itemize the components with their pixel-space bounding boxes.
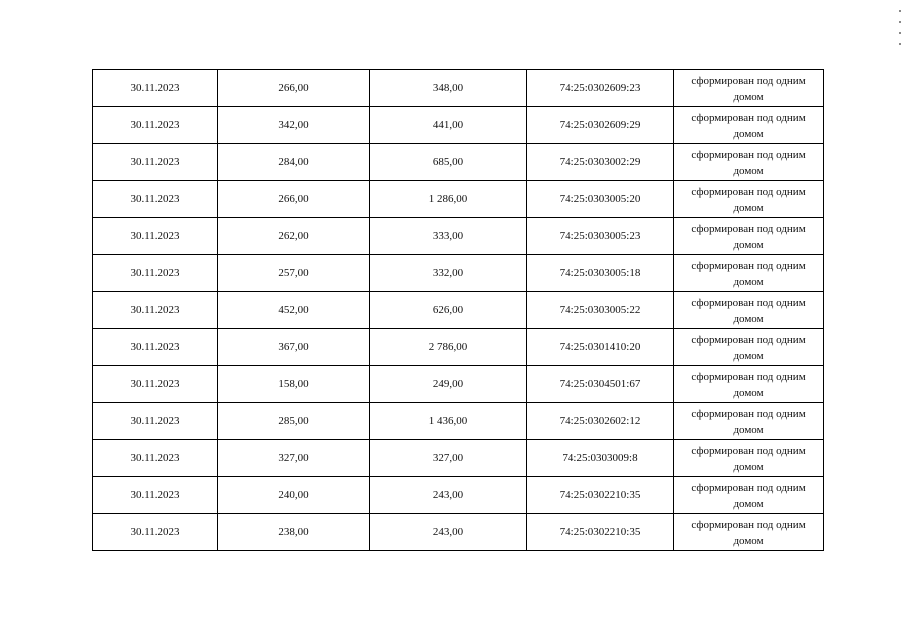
cadastral-number-cell: 74:25:0302210:35 <box>527 477 674 514</box>
land-plots-table <box>92 69 824 551</box>
date-cell: 30.11.2023 <box>93 70 218 107</box>
status-cell: сформирован под одним домом <box>674 292 824 329</box>
date-cell: 30.11.2023 <box>93 218 218 255</box>
value-cell-1: 285,00 <box>218 403 370 440</box>
cadastral-number-cell: 74:25:0302609:29 <box>527 107 674 144</box>
cadastral-number-cell: 74:25:0303005:23 <box>527 218 674 255</box>
scan-margin-marks <box>898 10 902 90</box>
table-row <box>93 366 824 403</box>
value-cell-2: 626,00 <box>370 292 527 329</box>
status-cell: сформирован под одним домом <box>674 107 824 144</box>
value-cell-1: 367,00 <box>218 329 370 366</box>
status-cell: сформирован под одним домом <box>674 403 824 440</box>
status-cell: сформирован под одним домом <box>674 70 824 107</box>
value-cell-1: 240,00 <box>218 477 370 514</box>
value-cell-2: 332,00 <box>370 255 527 292</box>
value-cell-1: 266,00 <box>218 181 370 218</box>
cadastral-number-cell: 74:25:0304501:67 <box>527 366 674 403</box>
date-cell: 30.11.2023 <box>93 403 218 440</box>
date-cell: 30.11.2023 <box>93 329 218 366</box>
status-cell: сформирован под одним домом <box>674 218 824 255</box>
value-cell-2: 243,00 <box>370 514 527 551</box>
table-row <box>93 329 824 366</box>
value-cell-1: 452,00 <box>218 292 370 329</box>
cadastral-number-cell: 74:25:0302210:35 <box>527 514 674 551</box>
value-cell-1: 284,00 <box>218 144 370 181</box>
status-cell: сформирован под одним домом <box>674 181 824 218</box>
date-cell: 30.11.2023 <box>93 477 218 514</box>
value-cell-2: 1 286,00 <box>370 181 527 218</box>
table-row <box>93 181 824 218</box>
date-cell: 30.11.2023 <box>93 292 218 329</box>
cadastral-number-cell: 74:25:0303005:22 <box>527 292 674 329</box>
date-cell: 30.11.2023 <box>93 181 218 218</box>
value-cell-2: 243,00 <box>370 477 527 514</box>
value-cell-2: 333,00 <box>370 218 527 255</box>
cadastral-number-cell: 74:25:0302602:12 <box>527 403 674 440</box>
status-cell: сформирован под одним домом <box>674 366 824 403</box>
value-cell-1: 262,00 <box>218 218 370 255</box>
value-cell-1: 158,00 <box>218 366 370 403</box>
cadastral-number-cell: 74:25:0303005:20 <box>527 181 674 218</box>
value-cell-2: 441,00 <box>370 107 527 144</box>
value-cell-2: 327,00 <box>370 440 527 477</box>
value-cell-1: 257,00 <box>218 255 370 292</box>
status-cell: сформирован под одним домом <box>674 255 824 292</box>
status-cell: сформирован под одним домом <box>674 440 824 477</box>
status-cell: сформирован под одним домом <box>674 329 824 366</box>
table-row <box>93 403 824 440</box>
value-cell-1: 342,00 <box>218 107 370 144</box>
value-cell-2: 249,00 <box>370 366 527 403</box>
table-row <box>93 144 824 181</box>
table-row <box>93 292 824 329</box>
cadastral-number-cell: 74:25:0303002:29 <box>527 144 674 181</box>
value-cell-2: 1 436,00 <box>370 403 527 440</box>
table-row <box>93 477 824 514</box>
cadastral-number-cell: 74:25:0303005:18 <box>527 255 674 292</box>
table-row <box>93 514 824 551</box>
cadastral-number-cell: 74:25:0301410:20 <box>527 329 674 366</box>
status-cell: сформирован под одним домом <box>674 514 824 551</box>
table-row <box>93 70 824 107</box>
cadastral-number-cell: 74:25:0302609:23 <box>527 70 674 107</box>
date-cell: 30.11.2023 <box>93 144 218 181</box>
table-row <box>93 440 824 477</box>
table-row <box>93 218 824 255</box>
cadastral-number-cell: 74:25:0303009:8 <box>527 440 674 477</box>
value-cell-2: 2 786,00 <box>370 329 527 366</box>
status-cell: сформирован под одним домом <box>674 477 824 514</box>
table-row <box>93 255 824 292</box>
date-cell: 30.11.2023 <box>93 440 218 477</box>
value-cell-1: 238,00 <box>218 514 370 551</box>
value-cell-1: 327,00 <box>218 440 370 477</box>
value-cell-2: 348,00 <box>370 70 527 107</box>
date-cell: 30.11.2023 <box>93 255 218 292</box>
table-row <box>93 107 824 144</box>
value-cell-2: 685,00 <box>370 144 527 181</box>
date-cell: 30.11.2023 <box>93 514 218 551</box>
value-cell-1: 266,00 <box>218 70 370 107</box>
date-cell: 30.11.2023 <box>93 366 218 403</box>
date-cell: 30.11.2023 <box>93 107 218 144</box>
table-body <box>93 70 824 551</box>
status-cell: сформирован под одним домом <box>674 144 824 181</box>
